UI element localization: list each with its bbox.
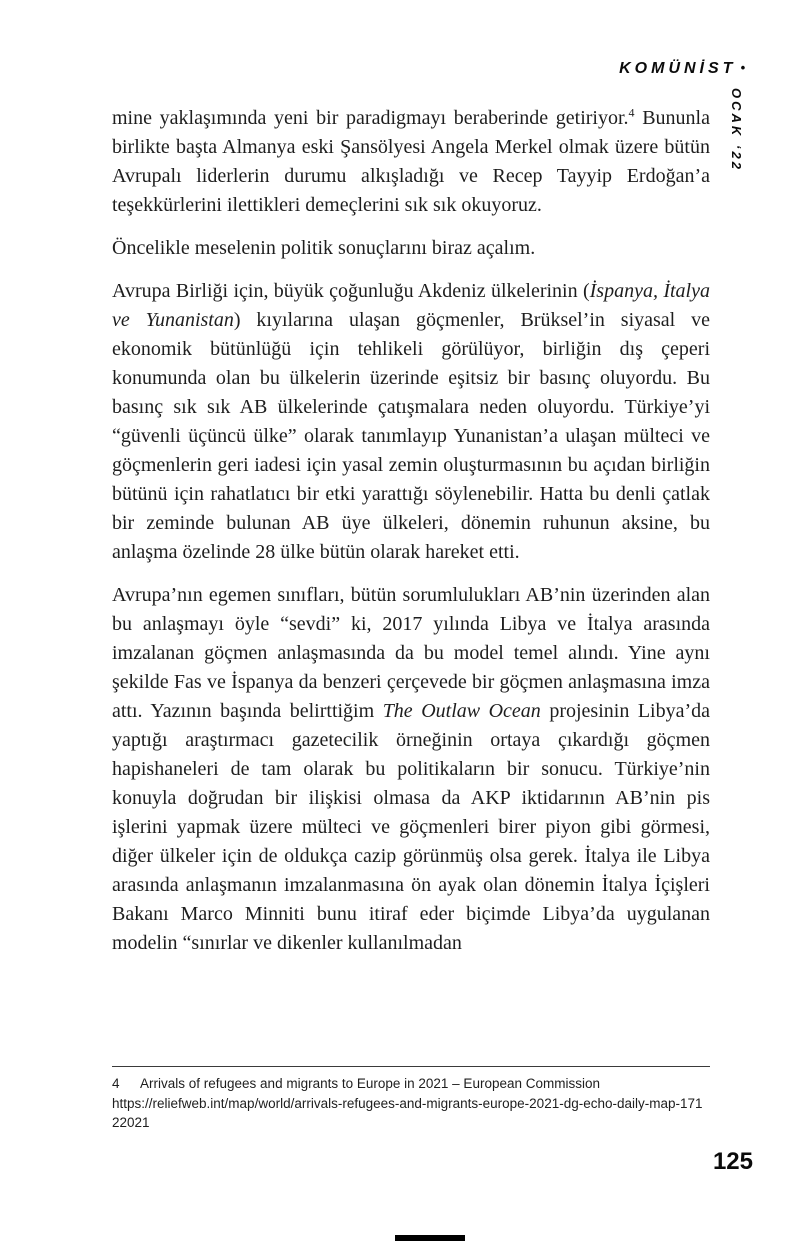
footnote: [112, 1066, 710, 1133]
magazine-title: KOMÜNİST: [619, 60, 737, 77]
text-run: mine yaklaşımında yeni bir paradigmayı beraberinde getiriyor.: [112, 107, 629, 129]
paragraph: [112, 581, 710, 958]
footnote-url: https://reliefweb.int/map/world/arrivals-refugees-and-migrants-europe-2021-dg-echo-daily-map-17122021: [112, 1095, 703, 1130]
issue-label: OCAK ‘22: [729, 88, 744, 172]
footnote-line: [112, 1074, 710, 1094]
masthead: [619, 60, 745, 78]
text-run: ) kıyılarına ulaşan göçmenler, Brüksel’in siyasal ve ekonomik bütünlüğü için tehlikeli görülüyor, birliğin dış çeperi konumunda olan bu ülkelerin üzerinde eşitsiz bir basınç oluyordu. Bu basınç sık sık AB ülkelerinde çatışmalara neden oluyordu. Türkiye’yi “güvenli üçüncü ülke” olarak tanımlayıp Yunanistan’a ulaşan mülteci ve göçmenlerin geri iadesi için yasal zemin oluşturmasının bu açıdan birliğin bütünü için rahatlatıcı bir etki yarattığı söylenebilir. Hatta bu denli çatlak bir zeminde bulunan AB üye ülkeleri, dönemin ruhunun aksine, bu anlaşma özelinde 28 ülke bütün olarak hareket etti.: [112, 309, 710, 563]
footnote-text: Arrivals of refugees and migrants to Europe in 2021 – European Commission: [140, 1076, 600, 1091]
paragraph: [112, 104, 710, 220]
body-text: [112, 104, 710, 972]
footnote-ref: 4: [628, 105, 635, 120]
italic-text-run: The Outlaw Ocean: [382, 700, 541, 722]
page-number: 125: [712, 1148, 753, 1175]
page-edge-mark: [395, 1235, 465, 1241]
text-run: Öncelikle meselenin politik sonuçlarını biraz açalım.: [112, 237, 536, 259]
paragraph: [112, 277, 710, 567]
text-run: Avrupa Birliği için, büyük çoğunluğu Akdeniz ülkelerinin (: [112, 280, 590, 302]
masthead-bullet-icon: •: [740, 60, 745, 75]
paragraph: [112, 234, 710, 263]
text-run: projesinin Libya’da yaptığı araştırmacı gazetecilik örneğinin ortaya çıkardığı göçmen hapishaneleri de tam olarak bu politikaların bir sonucu. Türkiye’nin konuyla doğrudan bir ilişkisi olmasa da AKP iktidarının AB’nin pis işlerini yapmak üzere mülteci ve göçmenleri birer piyon gibi görmesi, diğer ülkeler için de oldukça cazip görünmüş olsa gerek. İtalya ile Libya arasında anlaşmanın imzalanmasına ön ayak olan dönemin İtalya İçişleri Bakanı Marco Minniti bunu itiraf eder biçimde Libya’da uygulanan modelin “sınırlar ve dikenler kullanılmadan: [112, 700, 711, 954]
text-run: Bununla birlikte başta Almanya eski Şansölyesi Angela Merkel olmak üzere bütün Avrupalı liderlerin durumu alkışladığı ve Recep Tayyip Erdoğan’a teşekkürlerini ilettikleri demeçlerini sık sık okuyoruz.: [112, 107, 710, 216]
text-run: Avrupa’nın egemen sınıfları, bütün sorumlulukları AB’nin üzerinden alan bu anlaşmayı öyle “sevdi” ki, 2017 yılında Libya ve İtalya arasında imzalanan göçmen anlaşmasında da bu model temel alındı. Yine aynı şekilde Fas ve İspanya da benzeri çerçevede bir göçmen anlaşmasına imza attı. Yazının başında belirttiğim: [112, 584, 710, 722]
footnote-number: 4: [112, 1076, 120, 1091]
italic-text-run: İspanya, İtalya ve Yunanistan: [112, 280, 710, 331]
